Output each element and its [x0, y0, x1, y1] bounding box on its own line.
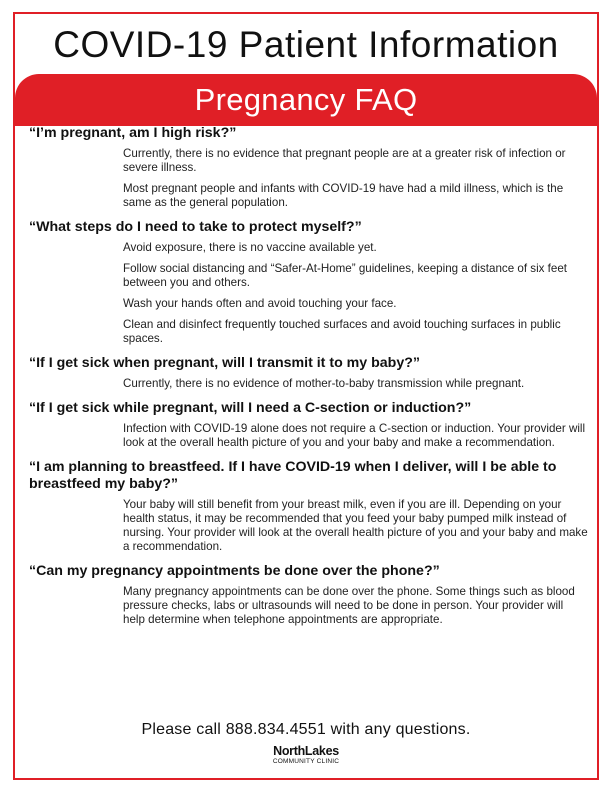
faq-answer: Clean and disinfect frequently touched surfaces and avoid touching surfaces in public spaces.	[123, 318, 561, 345]
faq-question: “I’m pregnant, am I high risk?”	[29, 125, 237, 141]
faq-section	[29, 459, 588, 554]
clinic-logo	[0, 745, 612, 765]
title-banner	[15, 74, 597, 126]
call-to-action: Please call 888.834.4551 with any questions.	[141, 721, 471, 738]
logo-name: NorthLakes	[273, 744, 339, 758]
faq-question: “If I get sick when pregnant, will I transmit it to my baby?”	[29, 355, 421, 371]
faq-question: “Can my pregnancy appointments be done over the phone?”	[29, 563, 440, 579]
page-title: COVID-19 Patient Information	[53, 24, 559, 65]
faq-question: “I am planning to breastfeed. If I have COVID-19 when I deliver, will I be able to breastfeed my baby?”	[29, 459, 557, 492]
banner-text: Pregnancy FAQ	[194, 82, 418, 117]
faq-section	[29, 219, 588, 346]
faq-answer: Your baby will still benefit from your breast milk, even if you are ill. Depending on your health status, it may be recommended that you feed your baby pumped milk instead of nursing. Your provider will look at the overall health picture of you and your baby and make a recommendation.	[123, 498, 588, 553]
faq-section	[29, 355, 588, 391]
faq-question: “If I get sick while pregnant, will I need a C-section or induction?”	[29, 400, 472, 416]
faq-answer: Most pregnant people and infants with COVID-19 have had a mild illness, which is the same as the general population.	[123, 182, 564, 209]
faq-answer: Many pregnancy appointments can be done over the phone. Some things such as blood pressure checks, labs or ultrasounds will need to be done in person. Your provider will help determine when telephone appointments are appropriate.	[123, 585, 575, 626]
faq-section	[29, 400, 588, 450]
faq-question: “What steps do I need to take to protect myself?”	[29, 219, 362, 235]
logo-subtitle: COMMUNITY CLINIC	[272, 757, 340, 765]
faq-list	[29, 125, 588, 636]
faq-section	[29, 125, 588, 210]
faq-answer: Currently, there is no evidence that pregnant people are at a greater risk of infection or severe illness.	[123, 147, 566, 174]
faq-answer: Infection with COVID-19 alone does not require a C-section or induction. Your provider will look at the overall health picture of you and your baby and make a recommendation.	[123, 422, 586, 449]
faq-answer: Currently, there is no evidence of mother-to-baby transmission while pregnant.	[123, 377, 525, 390]
faq-answer: Follow social distancing and “Safer-At-Home” guidelines, keeping a distance of six feet between you and others.	[123, 262, 568, 289]
faq-answer: Wash your hands often and avoid touching your face.	[123, 297, 397, 310]
faq-answer: Avoid exposure, there is no vaccine available yet.	[123, 241, 377, 254]
faq-section	[29, 563, 588, 627]
